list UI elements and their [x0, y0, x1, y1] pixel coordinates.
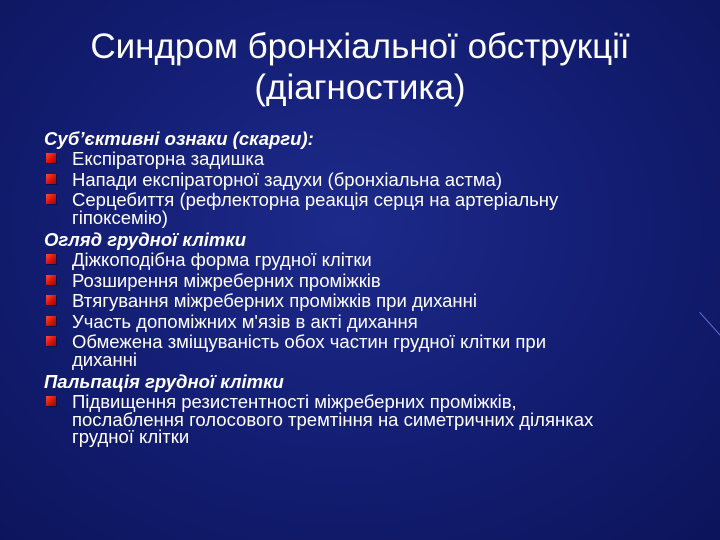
list-item [44, 269, 704, 291]
red-square-bullet-icon [46, 396, 56, 406]
list-item-text: Серцебиття (рефлекторна реакція серця на артеріальну [72, 189, 559, 210]
list-item [44, 333, 704, 368]
section-heading-palpation: Пальпація грудної клітки [44, 371, 284, 392]
list-item-text-continuation: грудної клітки [72, 426, 190, 447]
red-square-bullet-icon [46, 295, 56, 305]
list-item-text-continuation: диханні [72, 348, 138, 370]
list-item-text: Напади експіраторної задухи (бронхіальна астма) [72, 168, 502, 190]
slide-title [30, 26, 690, 108]
list-item-text: Експіраторна задишка [72, 148, 265, 169]
list-item [44, 251, 704, 269]
list-item [44, 393, 704, 446]
red-square-bullet-icon [46, 153, 56, 163]
red-square-bullet-icon [46, 254, 56, 264]
list-item-text-continuation: послаблення голосового тремтіння на симетричних ділянках [72, 408, 594, 430]
red-square-bullet-icon [46, 336, 56, 346]
list-item-text: Обмежена зміщуваність обох частин грудної клітки при [72, 331, 547, 352]
red-square-bullet-icon [46, 316, 56, 326]
section-heading-complaints: Суб’єктивні ознаки (скарги): [44, 128, 314, 149]
section-heading-inspection: Огляд грудної клітки [44, 229, 247, 250]
slide-title-line-2: (діагностика) [254, 68, 466, 107]
slide-content [44, 128, 704, 449]
list-item-text: Діжкоподібна форма грудної клітки [72, 249, 372, 270]
list-item [44, 292, 704, 310]
list-item-text: Участь допоміжних м'язів в акті дихання [72, 310, 418, 332]
red-square-bullet-icon [46, 194, 56, 204]
red-square-bullet-icon [46, 174, 56, 184]
list-item-text: Підвищення резистентності міжреберних проміжків, [72, 391, 517, 412]
list-item [44, 310, 704, 332]
list-item-text-continuation: гіпоксемію) [72, 206, 168, 228]
list-item [44, 168, 704, 190]
list-item [44, 150, 704, 168]
slide-title-line-1: Синдром бронхіальної обструкції [90, 27, 630, 66]
list-item-text: Розширення міжреберних проміжків [72, 269, 381, 291]
list-item [44, 191, 704, 226]
list-item-text: Втягування міжреберних проміжків при диханні [72, 290, 477, 311]
red-square-bullet-icon [46, 275, 56, 285]
